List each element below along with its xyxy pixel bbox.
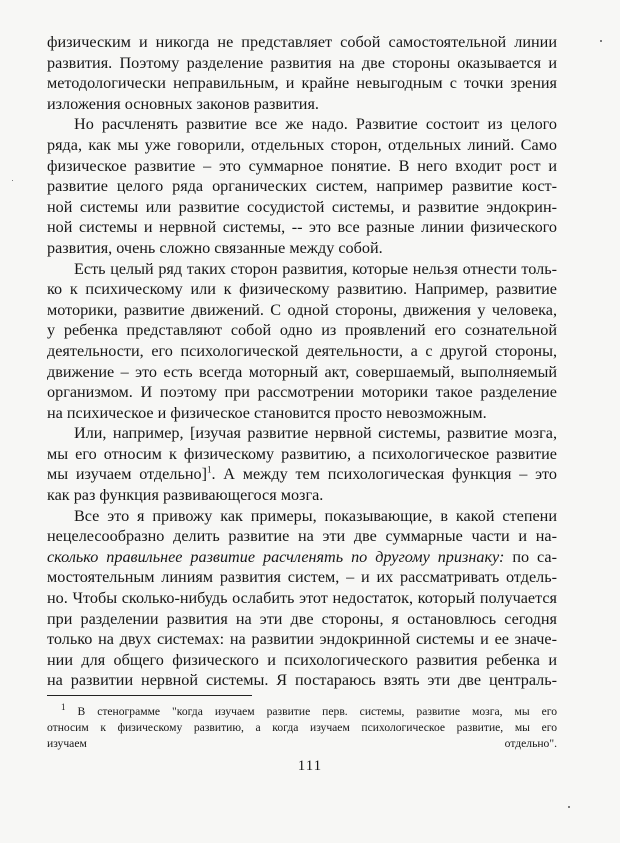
scan-speck — [568, 806, 570, 808]
text-line: деятельности, его психологической деятельности, а с другой стороны, — [47, 341, 557, 360]
paragraph-3 — [47, 259, 557, 424]
text-line: ной системы и нервной системы, -- это все разные линии физического — [47, 218, 557, 237]
body-text — [47, 32, 557, 691]
italic-segment: сколько правильнее развитие расчленять по другому признаку: — [47, 547, 505, 566]
text-line: нии для общего физического и психологического развития ребенка и — [47, 650, 557, 669]
footnote-text: В стенограмме "когда изучаем развитие перв. системы, развитие мозга, мы его — [77, 705, 557, 718]
footnote-line — [47, 704, 557, 720]
scan-speck — [600, 40, 602, 42]
text-line: изложения основных законов развития. — [47, 94, 319, 113]
paragraph-5 — [47, 506, 557, 691]
footnote-mark: 1 — [61, 702, 66, 713]
text-line: физическим и никогда не представляет собой самостоятельной линии — [47, 33, 557, 51]
text-line: нецелесообразно делить развитие на эти две суммарные части и на- — [47, 527, 557, 546]
text-line: но. Чтобы сколько-нибудь ослабить этот недостаток, который получается — [47, 589, 557, 608]
footnote-divider — [47, 695, 252, 696]
footnote-line: изучаем отдельно". — [47, 737, 557, 750]
text-line: ной системы или развитие сосудистой системы, и развитие эндокрин- — [47, 197, 557, 216]
text-line: Но расчленять развитие все же надо. Развитие состоит из целого — [74, 115, 557, 134]
text-segment: по са- — [504, 547, 557, 566]
scan-speck — [12, 180, 13, 181]
paragraph-1 — [47, 32, 557, 114]
text-line: мостоятельным линиям развития систем, – и их рассматривать отдель- — [47, 568, 557, 587]
text-line: физическое развитие – это суммарное понятие. В него входит рост и — [47, 156, 557, 175]
text-line: движение – это есть всегда моторный акт, совершаемый, выполняемый — [47, 362, 557, 381]
text-line: моторики, развитие движений. С одной стороны, движения у человека, — [47, 300, 557, 319]
text-line: ко к психическому или к физическому развитию. Например, развитие — [47, 280, 557, 299]
footnote-reference: 1 — [206, 465, 212, 476]
text-line-with-italic — [47, 547, 557, 568]
text-line: на развитии нервной системы. Я постараюсь взять эти две централь- — [47, 671, 557, 690]
text-line: Все это я привожу как примеры, показывающие, в какой степени — [74, 506, 557, 525]
text-line: организмом. И поэтому при рассмотрении моторики такое разделение — [47, 383, 557, 402]
text-line: на психическое и физическое становится просто невозможным. — [47, 403, 487, 422]
text-line: только на двух системах: на развитии эндокринной системы и ее значе- — [47, 630, 557, 649]
text-line: у ребенка представляют собой одно из проявлений его сознательной — [47, 321, 557, 340]
text-line: Или, например, [изучая развитие нервной системы, развитие мозга, — [74, 424, 557, 443]
text-line: методологически неправильным, и крайне невыгодным с точки зрения — [47, 74, 557, 93]
text-line: развития, очень сложно связанные между собой. — [47, 238, 383, 257]
text-segment: мы изучаем отдельно] — [47, 465, 207, 484]
page-number: 111 — [297, 758, 323, 774]
footnote-line: относим к физическому развитию, а когда изучаем психологическое развитие, мы его — [47, 721, 557, 734]
footnote — [47, 704, 557, 752]
text-line: ряда, как мы уже говорили, отдельных сторон, отдельных линий. Само — [47, 135, 557, 154]
text-line: при разделении развития на эти две стороны, я остановлюсь сегодня — [47, 609, 557, 628]
paragraph-4 — [47, 423, 557, 505]
text-line: Есть целый ряд таких сторон развития, которые нельзя отнести толь- — [74, 259, 557, 278]
text-line: развитие целого ряда органических систем, например развитие кост- — [47, 177, 557, 196]
text-segment: . А между тем психологическая функция – это — [211, 465, 557, 484]
text-line: развития. Поэтому разделение развития на две стороны оказывается и — [47, 53, 557, 72]
text-line: как раз функция развивающегося мозга. — [47, 486, 324, 505]
paragraph-2 — [47, 114, 557, 258]
text-line-with-footnote — [47, 464, 557, 485]
text-line: мы его относим к физическому развитию, а психологическое развитие — [47, 444, 557, 463]
